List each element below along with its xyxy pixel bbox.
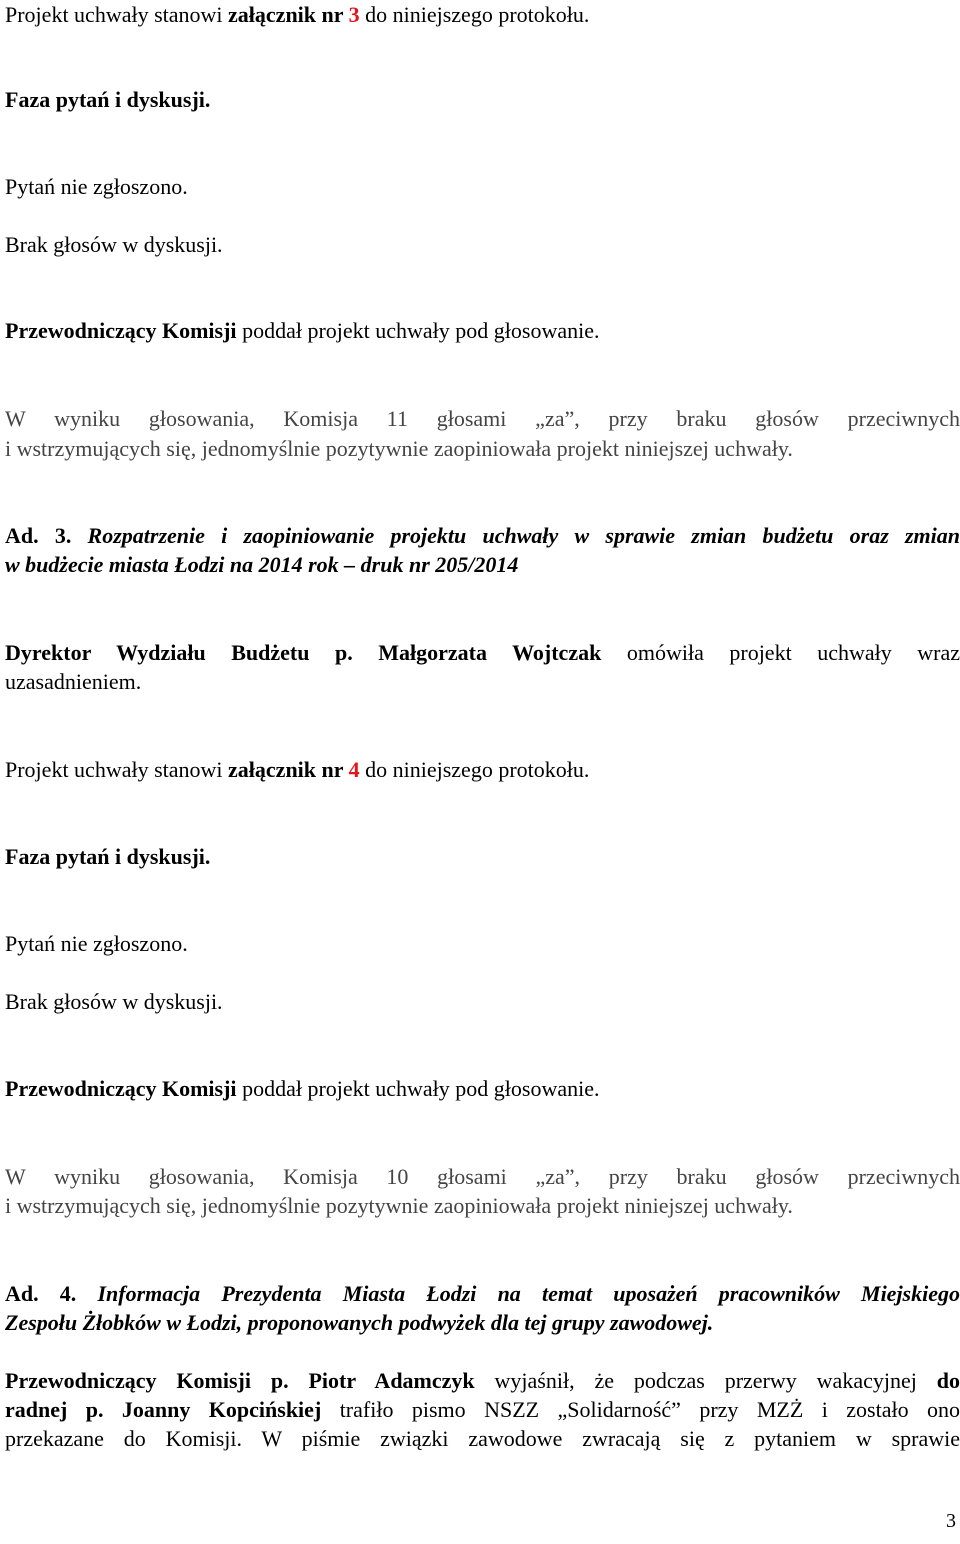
text: wyjaśnił, że podczas przerwy wakacyjnej — [474, 1368, 937, 1393]
vote-result-line-2: i wstrzymujących się, jednomyślnie pozytywnie zaopiniowała projekt niniejszej uchwały. — [5, 1193, 793, 1218]
text: poddał projekt uchwały pod głosowanie. — [236, 318, 600, 343]
paragraph-vote-call — [5, 316, 600, 345]
paragraph-attachment-3 — [5, 0, 589, 29]
agenda-item-4-line-1 — [5, 1279, 960, 1308]
paragraph-chairman-line-2 — [5, 1395, 960, 1424]
paragraph-no-discussion: Brak głosów w dyskusji. — [5, 232, 223, 257]
councillor-name: radnej p. Joanny Kopcińskiej — [5, 1397, 322, 1422]
paragraph-attachment-4 — [5, 755, 589, 784]
agenda-item-4-line-2: Zespołu Żłobków w Łodzi, proponowanych podwyżek dla tej grupy zawodowej. — [5, 1310, 714, 1335]
section-heading-questions: Faza pytań i dyskusji. — [5, 87, 211, 112]
bold-text: do — [936, 1368, 960, 1393]
agenda-item-3-line-1 — [5, 521, 960, 550]
paragraph-chairman-line-3: przekazane do Komisji. W piśmie związki zawodowe zwracają się z pytaniem w sprawie — [5, 1426, 960, 1451]
text: do niniejszego protokołu. — [359, 757, 590, 782]
attachment-number: 4 — [348, 757, 360, 782]
paragraph-chairman-line-1 — [5, 1366, 960, 1395]
attachment-label: załącznik nr — [228, 757, 349, 782]
paragraph-no-questions: Pytań nie zgłoszono. — [5, 174, 188, 199]
text: Projekt uchwały stanowi — [5, 2, 229, 27]
speaker: Dyrektor Wydziału Budżetu p. Małgorzata Wojtczak — [5, 640, 602, 665]
text: Projekt uchwały stanowi — [5, 757, 229, 782]
vote-result-line-1: W wyniku głosowania, Komisja 11 głosami „za”, przy braku głosów przeciwnych — [5, 406, 960, 431]
text: do niniejszego protokołu. — [359, 2, 590, 27]
paragraph-director-line-2: uzasadnieniem. — [5, 669, 142, 694]
paragraph-no-questions: Pytań nie zgłoszono. — [5, 931, 188, 956]
agenda-title: Informacja Prezydenta Miasta Łodzi na temat uposażeń pracowników Miejskiego — [76, 1281, 960, 1306]
vote-result-line-2: i wstrzymujących się, jednomyślnie pozytywnie zaopiniowała projekt niniejszej uchwały. — [5, 436, 793, 461]
agenda-title: Rozpatrzenie i zaopiniowanie projektu uchwały w sprawie zmian budżetu oraz zmian — [71, 523, 960, 548]
vote-result-line-1: W wyniku głosowania, Komisja 10 głosami „za”, przy braku głosów przeciwnych — [5, 1164, 960, 1189]
agenda-label: Ad. 4. — [5, 1281, 77, 1306]
paragraph-no-discussion: Brak głosów w dyskusji. — [5, 989, 223, 1014]
attachment-number: 3 — [348, 2, 360, 27]
agenda-item-3-line-2: w budżecie miasta Łodzi na 2014 rok – druk nr 205/2014 — [5, 552, 519, 577]
section-heading-questions: Faza pytań i dyskusji. — [5, 844, 211, 869]
page-number: 3 — [946, 1510, 956, 1532]
speaker: Przewodniczący Komisji p. Piotr Adamczyk — [5, 1368, 475, 1393]
paragraph-vote-call — [5, 1074, 600, 1103]
agenda-label: Ad. 3. — [5, 523, 72, 548]
speaker: Przewodniczący Komisji — [5, 318, 237, 343]
speaker: Przewodniczący Komisji — [5, 1076, 237, 1101]
text: omówiła projekt uchwały wraz — [601, 640, 960, 665]
text: poddał projekt uchwały pod głosowanie. — [236, 1076, 600, 1101]
paragraph-director-line-1 — [5, 638, 960, 667]
attachment-label: załącznik nr — [228, 2, 349, 27]
text: trafiło pismo NSZZ „Solidarność” przy MZŻ i zostało ono — [321, 1397, 960, 1422]
